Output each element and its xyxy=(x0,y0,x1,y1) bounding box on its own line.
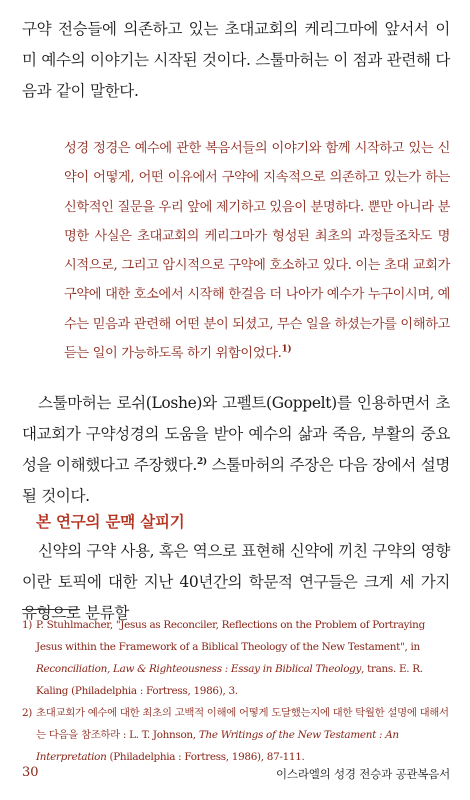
section-heading: 본 연구의 문맥 살피기 xyxy=(36,512,185,531)
footnote-book-title: Reconciliation, Law & Righteousness : Essay in Biblical Theology xyxy=(36,663,362,675)
footnote-1 xyxy=(22,614,452,702)
footnote-text: (Philadelphia : Fortress, 1986), 87-111. xyxy=(106,751,305,763)
footnote-2 xyxy=(22,702,452,768)
footnote-text: , trans. E. R. Kaling (Philadelphia : Fortress, 1986), 3. xyxy=(36,663,423,697)
running-head: 이스라엘의 성경 전승과 공관복음서 xyxy=(276,767,450,781)
intro-paragraph xyxy=(22,14,450,107)
footnote-ref-2[interactable]: 2) xyxy=(196,456,207,467)
footnote-book-title: The Writings of the New Testament : An Interpretation xyxy=(36,729,399,763)
footnote-text: 초대교회가 예수에 대한 최초의 고백적 이해에 어떻게 도달했는지에 대한 탁월한 설명에 대해서는 다음을 참조하라 : L. T. Johnson, xyxy=(36,707,449,741)
para3-text: 신약의 구약 사용, 혹은 역으로 표현해 신약에 끼친 구약의 영향이란 토픽에 대한 지난 40년간의 학문적 연구들은 크게 세 가지 유형으로 분류할 xyxy=(22,542,450,622)
footnote-number: 1) xyxy=(22,619,33,631)
page-number: 30 xyxy=(22,765,39,780)
quote-text: 성경 정경은 예수에 관한 복음서들의 이야기와 함께 시작하고 있는 신약이 어떻게, 어떤 이유에서 구약에 지속적으로 의존하고 있는가 하는 신학적인 질문을 우리 앞에 제기하고 있음이 분명하다. 뿐만 아니라 분명한 사실은 초대교회의 케리그마가 형성된 최초의 과정들조차도 명시적으로, 그리고 암시적으로 구약에 호소하고 있다. 이는 초대 교회가 구약에 대한 호소에서 시작해 한걸음 더 나아가 예수가 누구이시며, 예수는 믿음과 관련해 어떤 분이 되셨고, 무슨 일을 하셨는가를 이해하고 듣는 일이 가능하도록 하기 위함이었다. xyxy=(64,141,450,362)
para2-text-b: 스툴마허의 주장은 다음 장에서 설명될 것이다. xyxy=(22,456,451,505)
footnote-text: P. Stuhlmacher, "Jesus as Reconciler, Reflections on the Problem of Portraying Jesus within the Framework of a Biblical Theology of the New Testament", in xyxy=(36,619,425,653)
block-quote xyxy=(64,134,450,368)
para2-text-a: 스툴마허는 로쉬(Loshe)와 고펠트(Goppelt)를 인용하면서 초대교회가 구약성경의 도움을 받아 예수의 삶과 죽음, 부활의 중요성을 이해했다고 주장했다. xyxy=(22,394,450,474)
footnotes xyxy=(22,614,452,768)
footnote-ref-1[interactable]: 1) xyxy=(281,344,292,355)
body-paragraph-stuhlmacher xyxy=(22,388,450,512)
footnote-number: 2) xyxy=(22,707,33,719)
intro-text: 구약 전승들에 의존하고 있는 초대교회의 케리그마에 앞서서 이미 예수의 이야기는 시작된 것이다. 스툴마허는 이 점과 관련해 다음과 같이 말한다. xyxy=(22,20,450,100)
footnote-divider xyxy=(22,609,80,610)
